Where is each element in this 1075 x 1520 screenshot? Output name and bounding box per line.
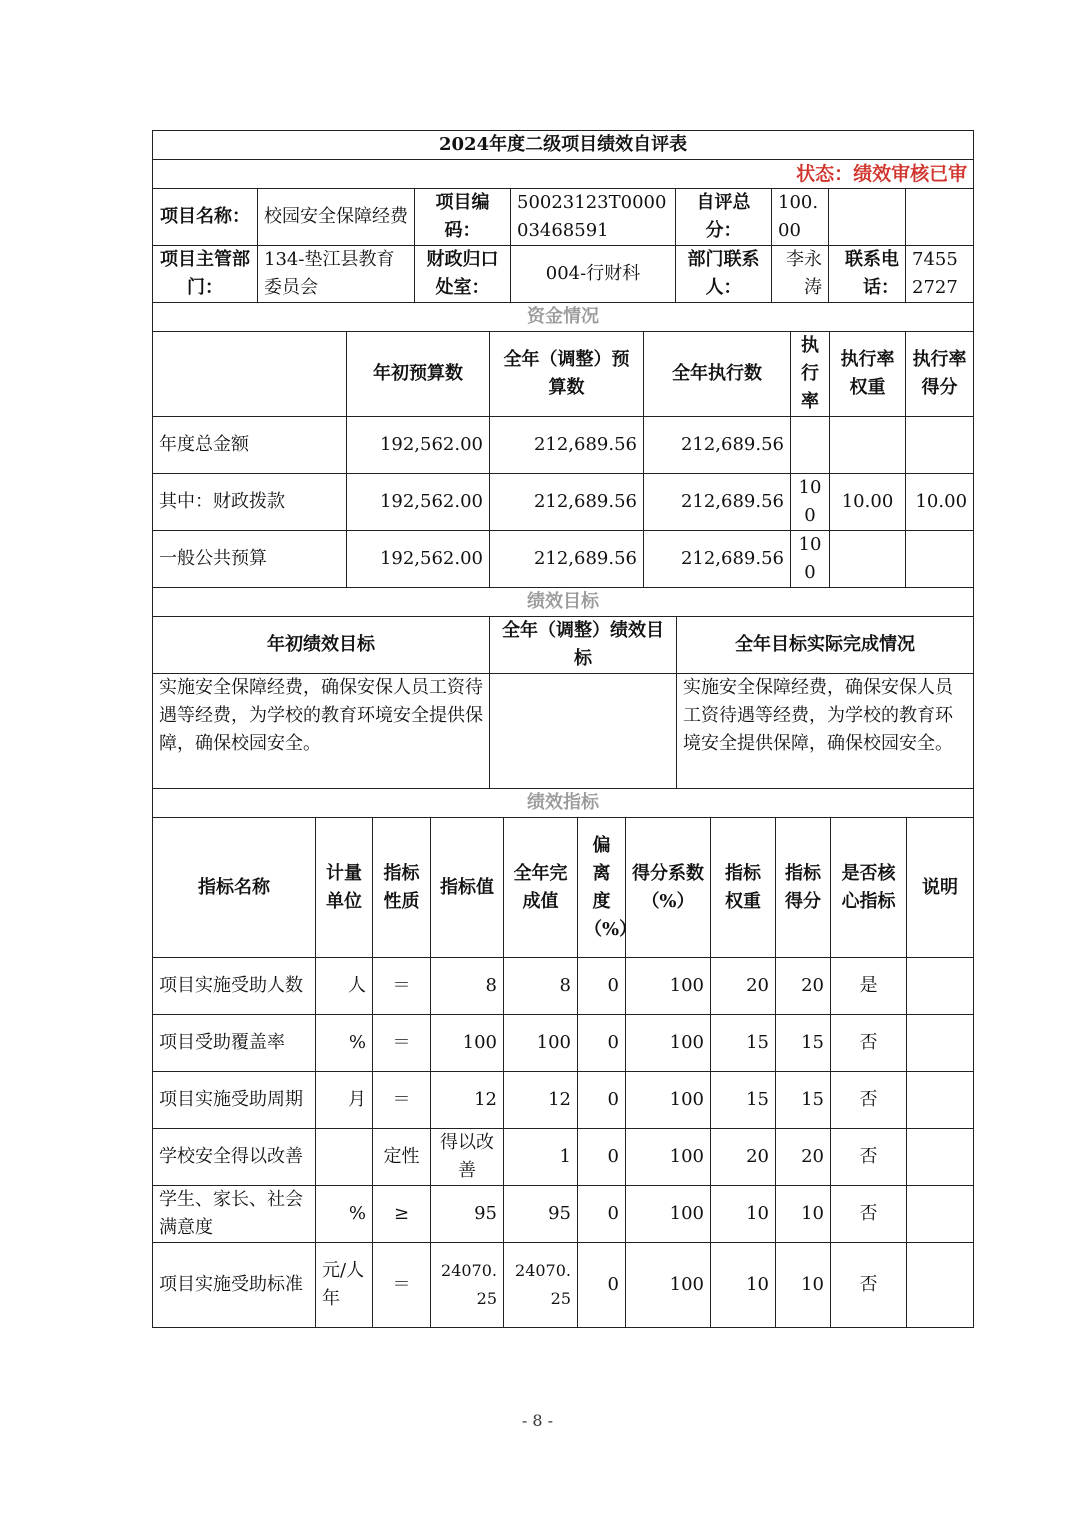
- ind-actual: 12: [504, 1072, 578, 1129]
- ind-deviation: 0: [578, 1015, 626, 1072]
- ind-deviation: 0: [578, 1129, 626, 1186]
- ind-score: 20: [776, 1129, 831, 1186]
- ind-target: 8: [431, 958, 504, 1015]
- table-row: [153, 1015, 974, 1072]
- funds-adjusted: 212,689.56: [490, 531, 644, 588]
- goals-section-title: 绩效目标: [153, 588, 974, 617]
- ind-nature: ＝: [373, 1243, 431, 1328]
- ind-score: 15: [776, 1015, 831, 1072]
- self-evaluation-sheet: [152, 130, 973, 1328]
- ind-target: 24070.25: [431, 1243, 504, 1328]
- ind-coef: 100: [626, 1243, 711, 1328]
- ind-header-nature: 指标性质: [373, 818, 431, 958]
- finance: 004-行财科: [511, 246, 676, 303]
- ind-weight: 15: [711, 1072, 776, 1129]
- ind-score: 10: [776, 1186, 831, 1243]
- ind-nature: ＝: [373, 1072, 431, 1129]
- funds-row-label: 其中：财政拨款: [153, 474, 347, 531]
- phone: 74552727: [906, 246, 974, 303]
- goals-initial-text: 实施安全保障经费，确保安保人员工资待遇等经费，为学校的教育环境安全提供保障，确保校园安全。: [153, 674, 490, 789]
- ind-score: 15: [776, 1072, 831, 1129]
- empty-cell: [906, 417, 974, 474]
- info-table: [152, 130, 974, 303]
- table-row: [153, 1072, 974, 1129]
- ind-note: [907, 1186, 974, 1243]
- ind-core: 否: [831, 1015, 907, 1072]
- page-number: - 8 -: [521, 1411, 554, 1430]
- ind-note: [907, 1015, 974, 1072]
- table-row: [153, 1243, 974, 1328]
- funds-rate: 100: [791, 474, 830, 531]
- ind-actual: 8: [504, 958, 578, 1015]
- ind-unit: 人: [316, 958, 373, 1015]
- ind-note: [907, 1243, 974, 1328]
- ind-note: [907, 958, 974, 1015]
- indicators-section-title: 绩效指标: [153, 789, 974, 818]
- ind-coef: 100: [626, 1015, 711, 1072]
- ind-weight: 10: [711, 1243, 776, 1328]
- finance-label: 财政归口处室：: [415, 246, 511, 303]
- empty-cell: [830, 417, 906, 474]
- ind-deviation: 0: [578, 1243, 626, 1328]
- ind-target: 100: [431, 1015, 504, 1072]
- ind-coef: 100: [626, 1129, 711, 1186]
- ind-score: 10: [776, 1243, 831, 1328]
- ind-header-actual: 全年完成值: [504, 818, 578, 958]
- project-code-label: 项目编码：: [415, 189, 511, 246]
- funds-header-initial: 年初预算数: [347, 332, 490, 417]
- ind-name: 项目实施受助人数: [153, 958, 316, 1015]
- funds-executed: 212,689.56: [644, 531, 791, 588]
- ind-name: 项目实施受助标准: [153, 1243, 316, 1328]
- funds-weight: 10.00: [830, 474, 906, 531]
- ind-nature: ＝: [373, 1015, 431, 1072]
- ind-name: 学生、家长、社会满意度: [153, 1186, 316, 1243]
- goals-actual-text: 实施安全保障经费，确保安保人员工资待遇等经费，为学校的教育环境安全提供保障，确保校园安全。: [677, 674, 974, 789]
- ind-weight: 20: [711, 1129, 776, 1186]
- ind-name: 项目受助覆盖率: [153, 1015, 316, 1072]
- funds-header-rate: 执行率: [791, 332, 830, 417]
- indicators-table: [152, 788, 974, 1328]
- ind-target: 95: [431, 1186, 504, 1243]
- ind-header-weight: 指标权重: [711, 818, 776, 958]
- ind-actual: 100: [504, 1015, 578, 1072]
- ind-core: 否: [831, 1129, 907, 1186]
- ind-coef: 100: [626, 1186, 711, 1243]
- funds-executed: 212,689.56: [644, 474, 791, 531]
- ind-core: 否: [831, 1243, 907, 1328]
- goals-adjusted-text: [490, 674, 677, 789]
- ind-weight: 10: [711, 1186, 776, 1243]
- ind-unit: 月: [316, 1072, 373, 1129]
- ind-header-note: 说明: [907, 818, 974, 958]
- funds-rate: [791, 417, 830, 474]
- funds-header-adjusted: 全年（调整）预算数: [490, 332, 644, 417]
- ind-deviation: 0: [578, 958, 626, 1015]
- ind-score: 20: [776, 958, 831, 1015]
- funds-initial: 192,562.00: [347, 531, 490, 588]
- goals-header-adjusted: 全年（调整）绩效目标: [490, 617, 677, 674]
- ind-header-deviation: 偏离度（%）: [578, 818, 626, 958]
- ind-header-core: 是否核心指标: [831, 818, 907, 958]
- dept-label: 项目主管部门：: [153, 246, 258, 303]
- contact: 李永涛: [772, 246, 829, 303]
- ind-coef: 100: [626, 958, 711, 1015]
- ind-weight: 20: [711, 958, 776, 1015]
- page-title: 2024年度二级项目绩效自评表: [153, 131, 974, 160]
- goals-header-actual: 全年目标实际完成情况: [677, 617, 974, 674]
- funds-header-weight: 执行率权重: [830, 332, 906, 417]
- phone-label: 联系电话：: [829, 246, 906, 303]
- empty-cell: [153, 332, 347, 417]
- status-badge: 状态：绩效审核已审: [153, 160, 974, 189]
- funds-header-executed: 全年执行数: [644, 332, 791, 417]
- ind-weight: 15: [711, 1015, 776, 1072]
- ind-actual: 1: [504, 1129, 578, 1186]
- ind-core: 否: [831, 1186, 907, 1243]
- ind-unit: %: [316, 1186, 373, 1243]
- funds-adjusted: 212,689.56: [490, 417, 644, 474]
- ind-target: 得以改善: [431, 1129, 504, 1186]
- ind-note: [907, 1129, 974, 1186]
- ind-core: 否: [831, 1072, 907, 1129]
- ind-header-target: 指标值: [431, 818, 504, 958]
- ind-unit: 元/人年: [316, 1243, 373, 1328]
- ind-header-coef: 得分系数（%）: [626, 818, 711, 958]
- ind-unit: [316, 1129, 373, 1186]
- ind-header-score: 指标得分: [776, 818, 831, 958]
- funds-row-label: 年度总金额: [153, 417, 347, 474]
- empty-cell: [829, 189, 906, 246]
- goals-header-initial: 年初绩效目标: [153, 617, 490, 674]
- project-code: 50023123T000003468591: [511, 189, 676, 246]
- funds-header-score: 执行率得分: [906, 332, 974, 417]
- self-score-label: 自评总分：: [676, 189, 772, 246]
- funds-table: [152, 302, 974, 588]
- goals-table: [152, 587, 974, 789]
- ind-name: 项目实施受助周期: [153, 1072, 316, 1129]
- funds-executed: 212,689.56: [644, 417, 791, 474]
- ind-name: 学校安全得以改善: [153, 1129, 316, 1186]
- project-name-label: 项目名称：: [153, 189, 258, 246]
- ind-note: [907, 1072, 974, 1129]
- ind-unit: %: [316, 1015, 373, 1072]
- funds-adjusted: 212,689.56: [490, 474, 644, 531]
- ind-header-unit: 计量单位: [316, 818, 373, 958]
- ind-core: 是: [831, 958, 907, 1015]
- ind-header-name: 指标名称: [153, 818, 316, 958]
- funds-initial: 192,562.00: [347, 417, 490, 474]
- ind-nature: ≥: [373, 1186, 431, 1243]
- table-row: [153, 1186, 974, 1243]
- project-name: 校园安全保障经费: [258, 189, 415, 246]
- ind-nature: 定性: [373, 1129, 431, 1186]
- ind-deviation: 0: [578, 1186, 626, 1243]
- funds-rate: 100: [791, 531, 830, 588]
- table-row: [153, 958, 974, 1015]
- table-row: [153, 1129, 974, 1186]
- ind-deviation: 0: [578, 1072, 626, 1129]
- empty-cell: [906, 189, 974, 246]
- ind-target: 12: [431, 1072, 504, 1129]
- ind-coef: 100: [626, 1072, 711, 1129]
- empty-cell: [830, 531, 906, 588]
- ind-nature: ＝: [373, 958, 431, 1015]
- ind-actual: 24070.25: [504, 1243, 578, 1328]
- funds-row-label: 一般公共预算: [153, 531, 347, 588]
- funds-section-title: 资金情况: [153, 303, 974, 332]
- dept: 134-垫江县教育委员会: [258, 246, 415, 303]
- empty-cell: [906, 531, 974, 588]
- funds-score: 10.00: [906, 474, 974, 531]
- self-score: 100.00: [772, 189, 829, 246]
- contact-label: 部门联系人：: [676, 246, 772, 303]
- ind-actual: 95: [504, 1186, 578, 1243]
- funds-initial: 192,562.00: [347, 474, 490, 531]
